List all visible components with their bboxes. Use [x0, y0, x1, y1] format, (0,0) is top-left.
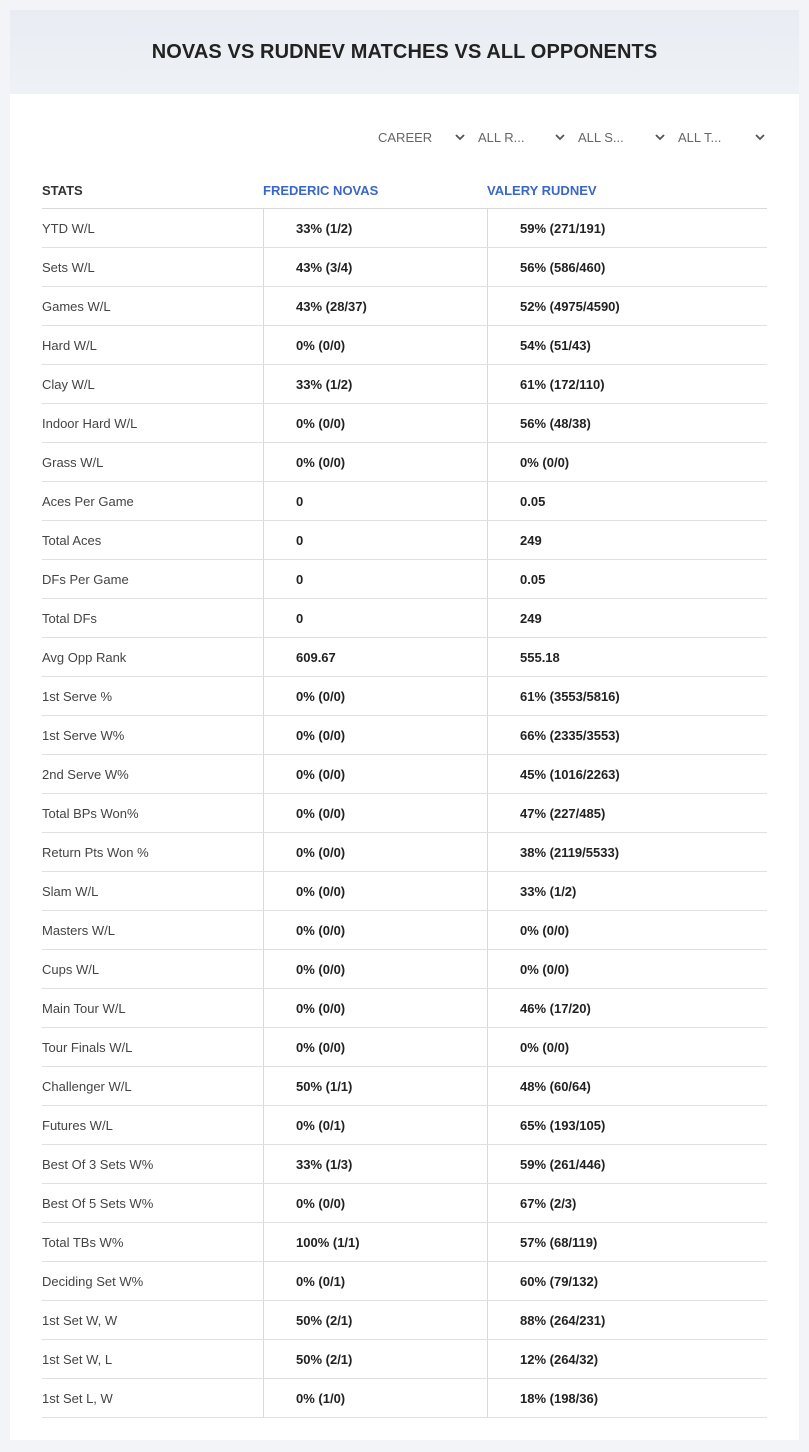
table-row — [42, 365, 767, 404]
table-row — [42, 404, 767, 443]
player1-value: 0% (0/0) — [263, 443, 487, 481]
player2-value: 61% (3553/5816) — [487, 677, 767, 715]
player1-value: 0% (0/0) — [263, 872, 487, 910]
player2-value: 59% (271/191) — [487, 209, 767, 247]
stat-label: 1st Serve W% — [42, 727, 125, 743]
card-header — [10, 10, 799, 94]
stat-label: Masters W/L — [42, 922, 115, 938]
player1-value: 0% (0/0) — [263, 755, 487, 793]
stat-label: Avg Opp Rank — [42, 649, 127, 665]
stat-label: Best Of 5 Sets W% — [42, 1195, 154, 1211]
table-row — [42, 599, 767, 638]
player1-column-header[interactable]: FREDERIC NOVAS — [263, 182, 379, 198]
stat-label: 2nd Serve W% — [42, 766, 129, 782]
stat-label: Clay W/L — [42, 376, 95, 392]
table-row — [42, 443, 767, 482]
table-row — [42, 1067, 767, 1106]
table-header — [42, 171, 767, 209]
player2-value: 18% (198/36) — [487, 1379, 767, 1417]
player2-value: 0% (0/0) — [487, 1028, 767, 1066]
table-row — [42, 911, 767, 950]
chevron-down-icon — [655, 132, 665, 142]
player1-value: 609.67 — [263, 638, 487, 676]
table-row — [42, 677, 767, 716]
filter-bar — [367, 126, 767, 148]
stat-label: 1st Set W, W — [42, 1312, 118, 1328]
stat-label: Main Tour W/L — [42, 1000, 126, 1016]
stat-label: Tour Finals W/L — [42, 1039, 133, 1055]
table-row — [42, 1262, 767, 1301]
player1-value: 0% (0/0) — [263, 989, 487, 1027]
table-row — [42, 1223, 767, 1262]
table-row — [42, 1145, 767, 1184]
player2-value: 61% (172/110) — [487, 365, 767, 403]
stat-label: Indoor Hard W/L — [42, 415, 138, 431]
player2-value: 0.05 — [487, 560, 767, 598]
player2-value: 249 — [487, 599, 767, 637]
player2-value: 59% (261/446) — [487, 1145, 767, 1183]
player2-value: 67% (2/3) — [487, 1184, 767, 1222]
filter-label: ALL T... — [678, 129, 722, 145]
chevron-down-icon — [555, 132, 565, 142]
player1-value: 0% (0/0) — [263, 677, 487, 715]
chevron-down-icon — [455, 132, 465, 142]
player2-value: 38% (2119/5533) — [487, 833, 767, 871]
table-row — [42, 248, 767, 287]
player2-value: 56% (48/38) — [487, 404, 767, 442]
filter-tournament-select[interactable] — [667, 126, 767, 148]
stat-label: Return Pts Won % — [42, 844, 149, 860]
player1-value: 33% (1/2) — [263, 365, 487, 403]
page-title: NOVAS VS RUDNEV MATCHES VS ALL OPPONENTS — [151, 40, 658, 63]
stat-label: Best Of 3 Sets W% — [42, 1156, 154, 1172]
filter-rounds-select[interactable] — [467, 126, 567, 148]
table-row — [42, 1028, 767, 1067]
table-row — [42, 1301, 767, 1340]
table-row — [42, 287, 767, 326]
player2-value: 56% (586/460) — [487, 248, 767, 286]
table-row — [42, 716, 767, 755]
stat-label: 1st Set L, W — [42, 1390, 113, 1406]
player2-value: 66% (2335/3553) — [487, 716, 767, 754]
player1-value: 0 — [263, 482, 487, 520]
table-row — [42, 1184, 767, 1223]
player1-value: 43% (28/37) — [263, 287, 487, 325]
table-row — [42, 1340, 767, 1379]
stat-label: Sets W/L — [42, 259, 95, 275]
player2-value: 48% (60/64) — [487, 1067, 767, 1105]
player1-value: 0% (0/0) — [263, 716, 487, 754]
player2-value: 0.05 — [487, 482, 767, 520]
player1-value: 0% (0/0) — [263, 326, 487, 364]
stat-label: Hard W/L — [42, 337, 97, 353]
stat-label: Challenger W/L — [42, 1078, 132, 1094]
table-row — [42, 989, 767, 1028]
player1-value: 0% (0/0) — [263, 1184, 487, 1222]
stat-label: Aces Per Game — [42, 493, 134, 509]
player1-value: 33% (1/2) — [263, 209, 487, 247]
player1-value: 0% (0/0) — [263, 404, 487, 442]
player2-value: 54% (51/43) — [487, 326, 767, 364]
player1-value: 0% (0/0) — [263, 911, 487, 949]
table-row — [42, 872, 767, 911]
player2-value: 52% (4975/4590) — [487, 287, 767, 325]
table-row — [42, 794, 767, 833]
chevron-down-icon — [755, 132, 765, 142]
player1-value: 100% (1/1) — [263, 1223, 487, 1261]
player1-value: 0 — [263, 560, 487, 598]
stats-table-body — [42, 208, 767, 1418]
stat-label: Deciding Set W% — [42, 1273, 144, 1289]
filter-career-select[interactable] — [367, 126, 467, 148]
player2-value: 555.18 — [487, 638, 767, 676]
player2-value: 47% (227/485) — [487, 794, 767, 832]
player2-value: 249 — [487, 521, 767, 559]
player1-value: 0% (0/0) — [263, 794, 487, 832]
stat-label: Grass W/L — [42, 454, 104, 470]
filter-surface-select[interactable] — [567, 126, 667, 148]
player1-value: 50% (2/1) — [263, 1340, 487, 1378]
table-row — [42, 638, 767, 677]
stat-label: 1st Serve % — [42, 688, 113, 704]
stats-column-header: STATS — [42, 182, 83, 198]
player1-value: 50% (2/1) — [263, 1301, 487, 1339]
player2-value: 45% (1016/2263) — [487, 755, 767, 793]
player2-value: 60% (79/132) — [487, 1262, 767, 1300]
table-row — [42, 560, 767, 599]
player2-value: 0% (0/0) — [487, 911, 767, 949]
table-row — [42, 1379, 767, 1418]
player1-value: 0 — [263, 599, 487, 637]
stat-label: Total TBs W% — [42, 1234, 124, 1250]
player1-value: 0% (1/0) — [263, 1379, 487, 1417]
table-row — [42, 521, 767, 560]
stat-label: DFs Per Game — [42, 571, 129, 587]
player2-value: 12% (264/32) — [487, 1340, 767, 1378]
player1-value: 0 — [263, 521, 487, 559]
player2-value: 0% (0/0) — [487, 950, 767, 988]
stat-label: 1st Set W, L — [42, 1351, 113, 1367]
stat-label: Futures W/L — [42, 1117, 113, 1133]
player1-value: 0% (0/1) — [263, 1106, 487, 1144]
stat-label: Games W/L — [42, 298, 111, 314]
filter-label: ALL S... — [578, 129, 624, 145]
table-row — [42, 833, 767, 872]
player2-value: 33% (1/2) — [487, 872, 767, 910]
table-row — [42, 482, 767, 521]
player2-column-header[interactable]: VALERY RUDNEV — [487, 182, 597, 198]
table-row — [42, 326, 767, 365]
player1-value: 43% (3/4) — [263, 248, 487, 286]
stat-label: Total DFs — [42, 610, 97, 626]
table-row — [42, 209, 767, 248]
table-row — [42, 1106, 767, 1145]
filter-label: ALL R... — [478, 129, 525, 145]
player1-value: 50% (1/1) — [263, 1067, 487, 1105]
table-row — [42, 950, 767, 989]
player1-value: 0% (0/0) — [263, 833, 487, 871]
player2-value: 57% (68/119) — [487, 1223, 767, 1261]
stat-label: Total Aces — [42, 532, 102, 548]
player2-value: 65% (193/105) — [487, 1106, 767, 1144]
player1-value: 33% (1/3) — [263, 1145, 487, 1183]
player2-value: 46% (17/20) — [487, 989, 767, 1027]
player2-value: 0% (0/0) — [487, 443, 767, 481]
player1-value: 0% (0/0) — [263, 1028, 487, 1066]
player1-value: 0% (0/1) — [263, 1262, 487, 1300]
player2-value: 88% (264/231) — [487, 1301, 767, 1339]
stats-card — [10, 10, 799, 1440]
filter-label: CAREER — [378, 129, 433, 145]
player1-value: 0% (0/0) — [263, 950, 487, 988]
stat-label: Total BPs Won% — [42, 805, 139, 821]
stat-label: YTD W/L — [42, 220, 95, 236]
table-row — [42, 755, 767, 794]
stat-label: Slam W/L — [42, 883, 99, 899]
stat-label: Cups W/L — [42, 961, 100, 977]
